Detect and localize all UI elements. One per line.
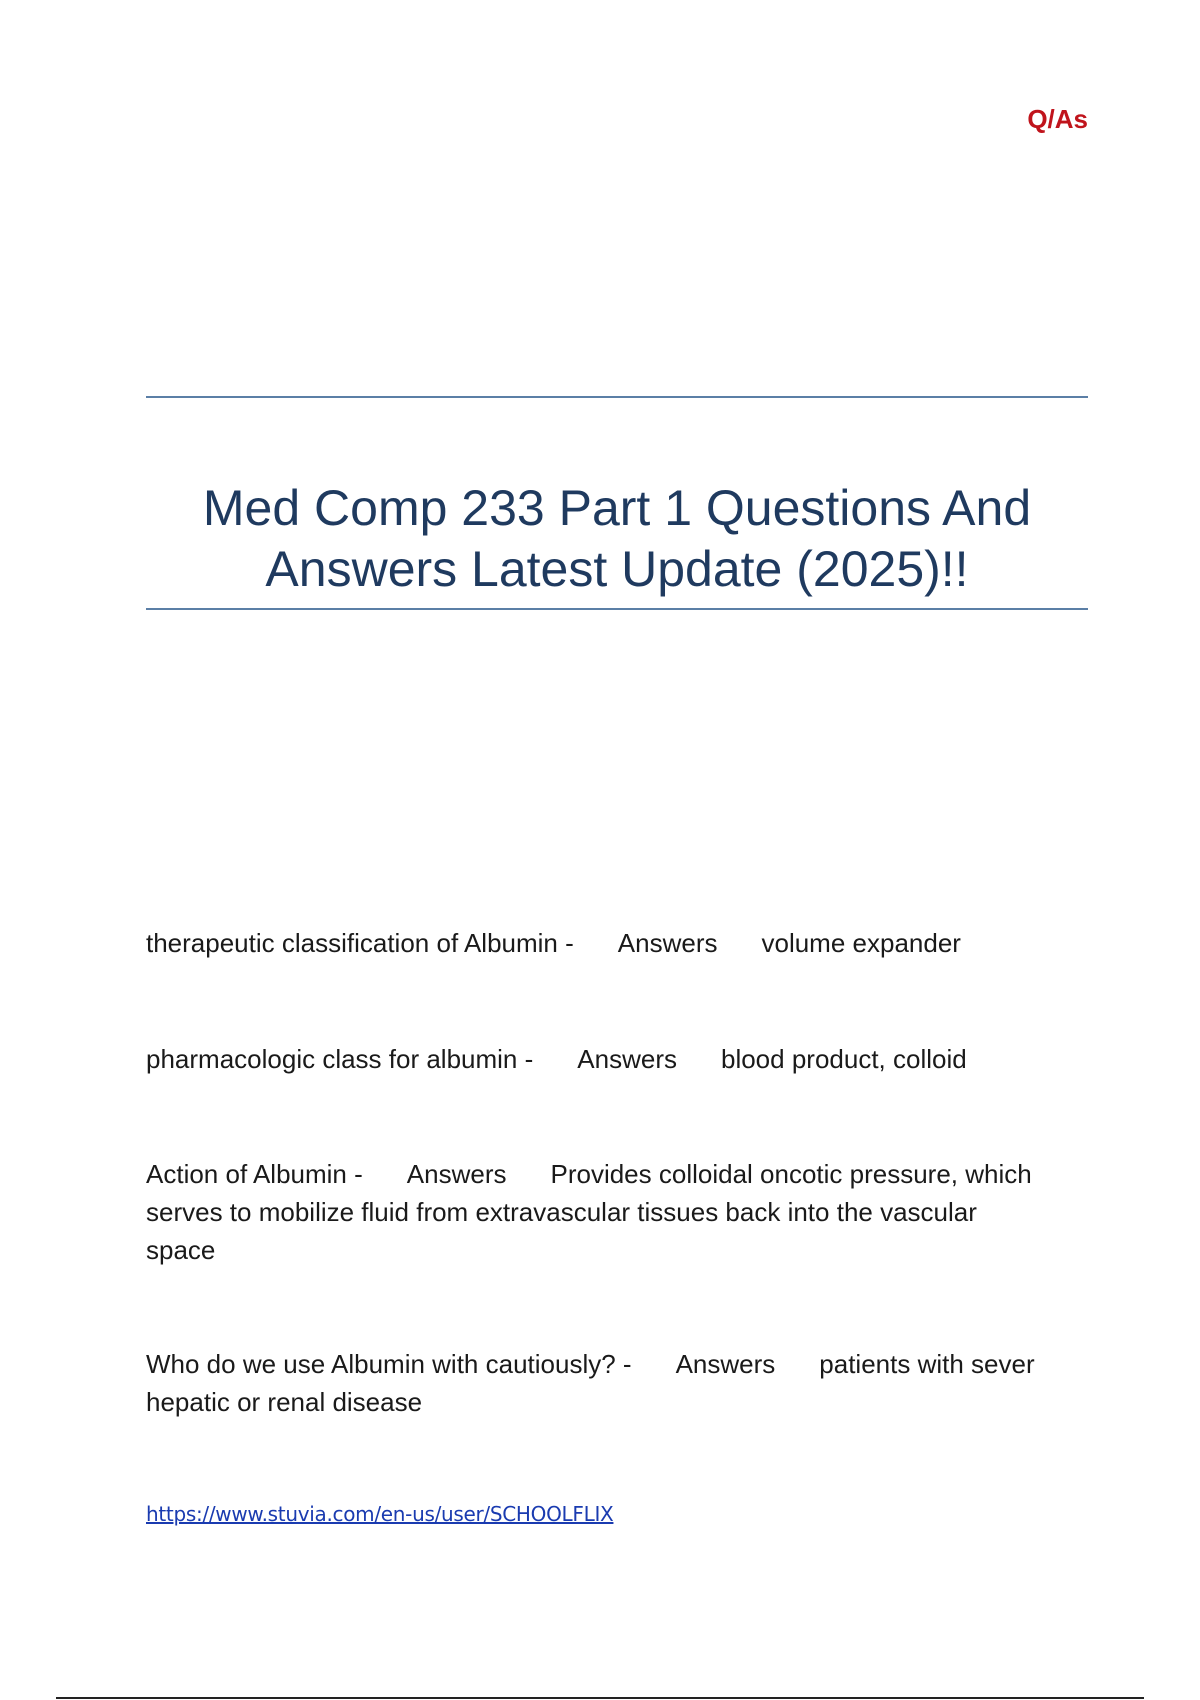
qa-answer: Provides colloidal oncotic pressure, which serves to mobilize fluid from extravascular tissues back into the vascular space bbox=[146, 1159, 1032, 1265]
document-title bbox=[146, 478, 1088, 600]
source-link[interactable]: https://www.stuvia.com/en-us/user/SCHOOLFLIX bbox=[146, 1502, 614, 1526]
qa-answers-label: Answers bbox=[617, 928, 718, 958]
qa-answer: patients with sever hepatic or renal disease bbox=[146, 1349, 1035, 1417]
qa-answer: volume expander bbox=[761, 928, 961, 958]
qa-question: Who do we use Albumin with cautiously? - bbox=[146, 1349, 632, 1379]
qa-answers-label: Answers bbox=[406, 1159, 507, 1189]
qa-question: therapeutic classification of Albumin - bbox=[146, 928, 574, 958]
qa-answers-label: Answers bbox=[577, 1044, 677, 1074]
title-top-rule bbox=[146, 396, 1088, 398]
qa-item bbox=[146, 1040, 1046, 1078]
title-bottom-rule bbox=[146, 608, 1088, 610]
qa-question: Action of Albumin - bbox=[146, 1159, 363, 1189]
qa-answer: blood product, colloid bbox=[720, 1044, 967, 1074]
qa-answers-label: Answers bbox=[675, 1349, 776, 1379]
qa-item bbox=[146, 1155, 1046, 1269]
header-tag: Q/As bbox=[1027, 104, 1088, 134]
qa-item bbox=[146, 924, 1046, 962]
qa-question: pharmacologic class for albumin - bbox=[146, 1044, 534, 1074]
title-line-1: Med Comp 233 Part 1 Questions And bbox=[202, 480, 1032, 536]
title-line-2: Answers Latest Update (2025)!! bbox=[265, 541, 969, 597]
footer-rule bbox=[56, 1697, 1144, 1699]
qa-item bbox=[146, 1345, 1046, 1421]
